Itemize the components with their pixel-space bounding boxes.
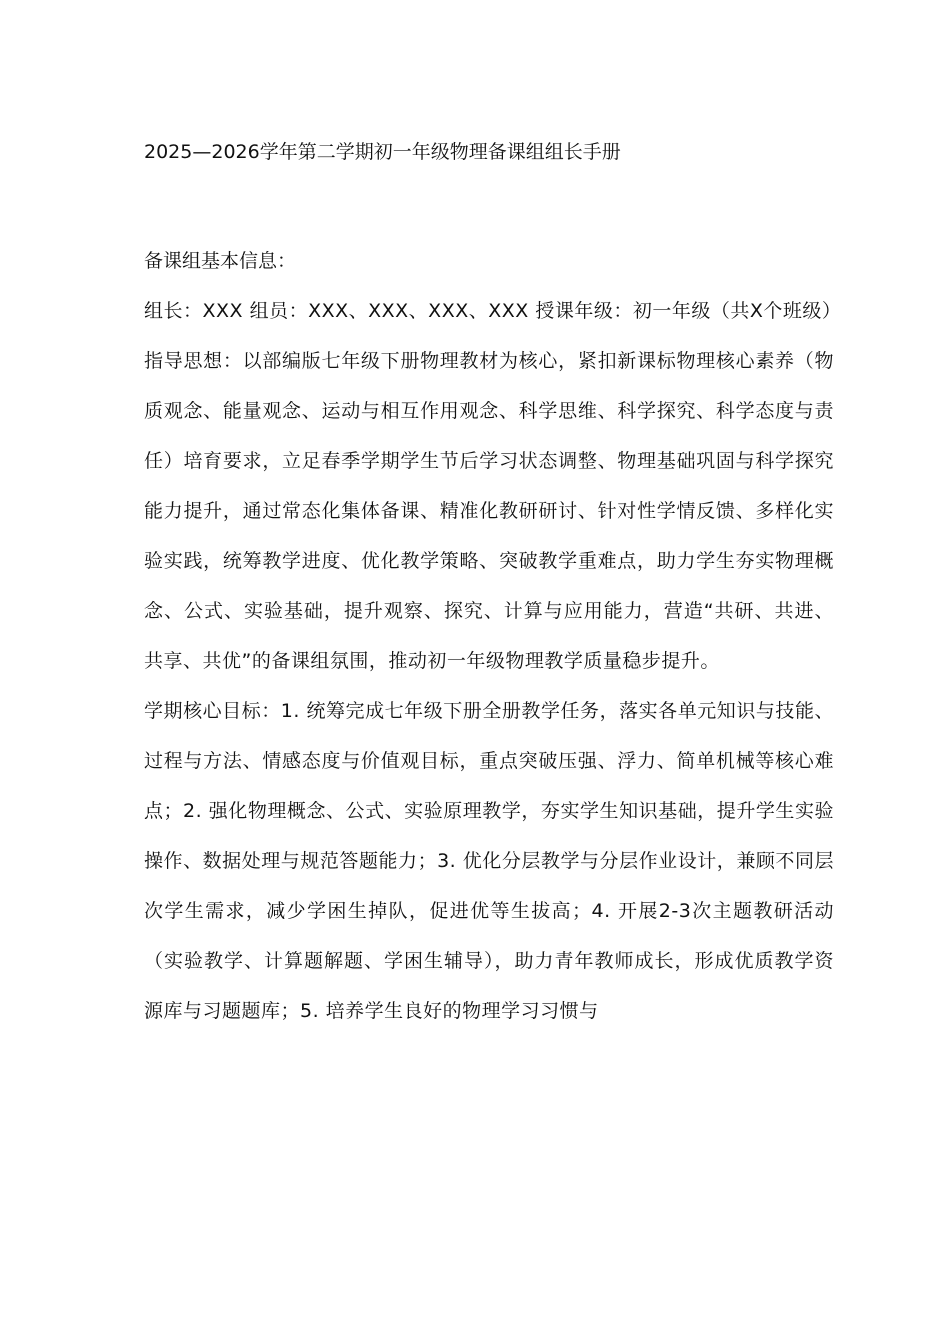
guiding-thought-paragraph: 指导思想：以部编版七年级下册物理教材为核心，紧扣新课标物理核心素养（物质观念、能量观念、运动与相互作用观念、科学思维、科学探究、科学态度与责任）培育要求，立足春季学期学生节后学习状态调整、物理基础巩固与科学探究能力提升，通过常态化集体备课、精准化教研研讨、针对性学情反馈、多样化实验实践，统筹教学进度、优化教学策略、突破教学重难点，助力学生夯实物理概念、公式、实验基础，提升观察、探究、计算与应用能力，营造“共研、共进、共享、共优”的备课组氛围，推动初一年级物理教学质量稳步提升。 [144, 350, 834, 672]
members-paragraph: 组长：XXX 组员：XXX、XXX、XXX、XXX 授课年级：初一年级（共X个班级） [144, 300, 842, 322]
core-goals-paragraph: 学期核心目标：1. 统筹完成七年级下册全册教学任务，落实各单元知识与技能、过程与方法、情感态度与价值观目标，重点突破压强、浮力、简单机械等核心难点；2. 强化物理概念、公式、实验原理教学，夯实学生知识基础，提升学生实验操作、数据处理与规范答题能力；3. 优化分层教学与分层作业设计，兼顾不同层次学生需求，减少学困生掉队，促进优等生拔高；4. 开展2-3次主题教研活动（实验教学、计算题解题、学困生辅导），助力青年教师成长，形成优质教学资源库与习题题库；5. 培养学生良好的物理学习习惯与 [144, 700, 834, 1022]
document-body [144, 132, 842, 1036]
title-spacer [144, 172, 834, 236]
basic-info-heading: 备课组基本信息： [144, 250, 297, 272]
document-title: 2025—2026学年第二学期初一年级物理备课组组长手册 [144, 141, 621, 163]
